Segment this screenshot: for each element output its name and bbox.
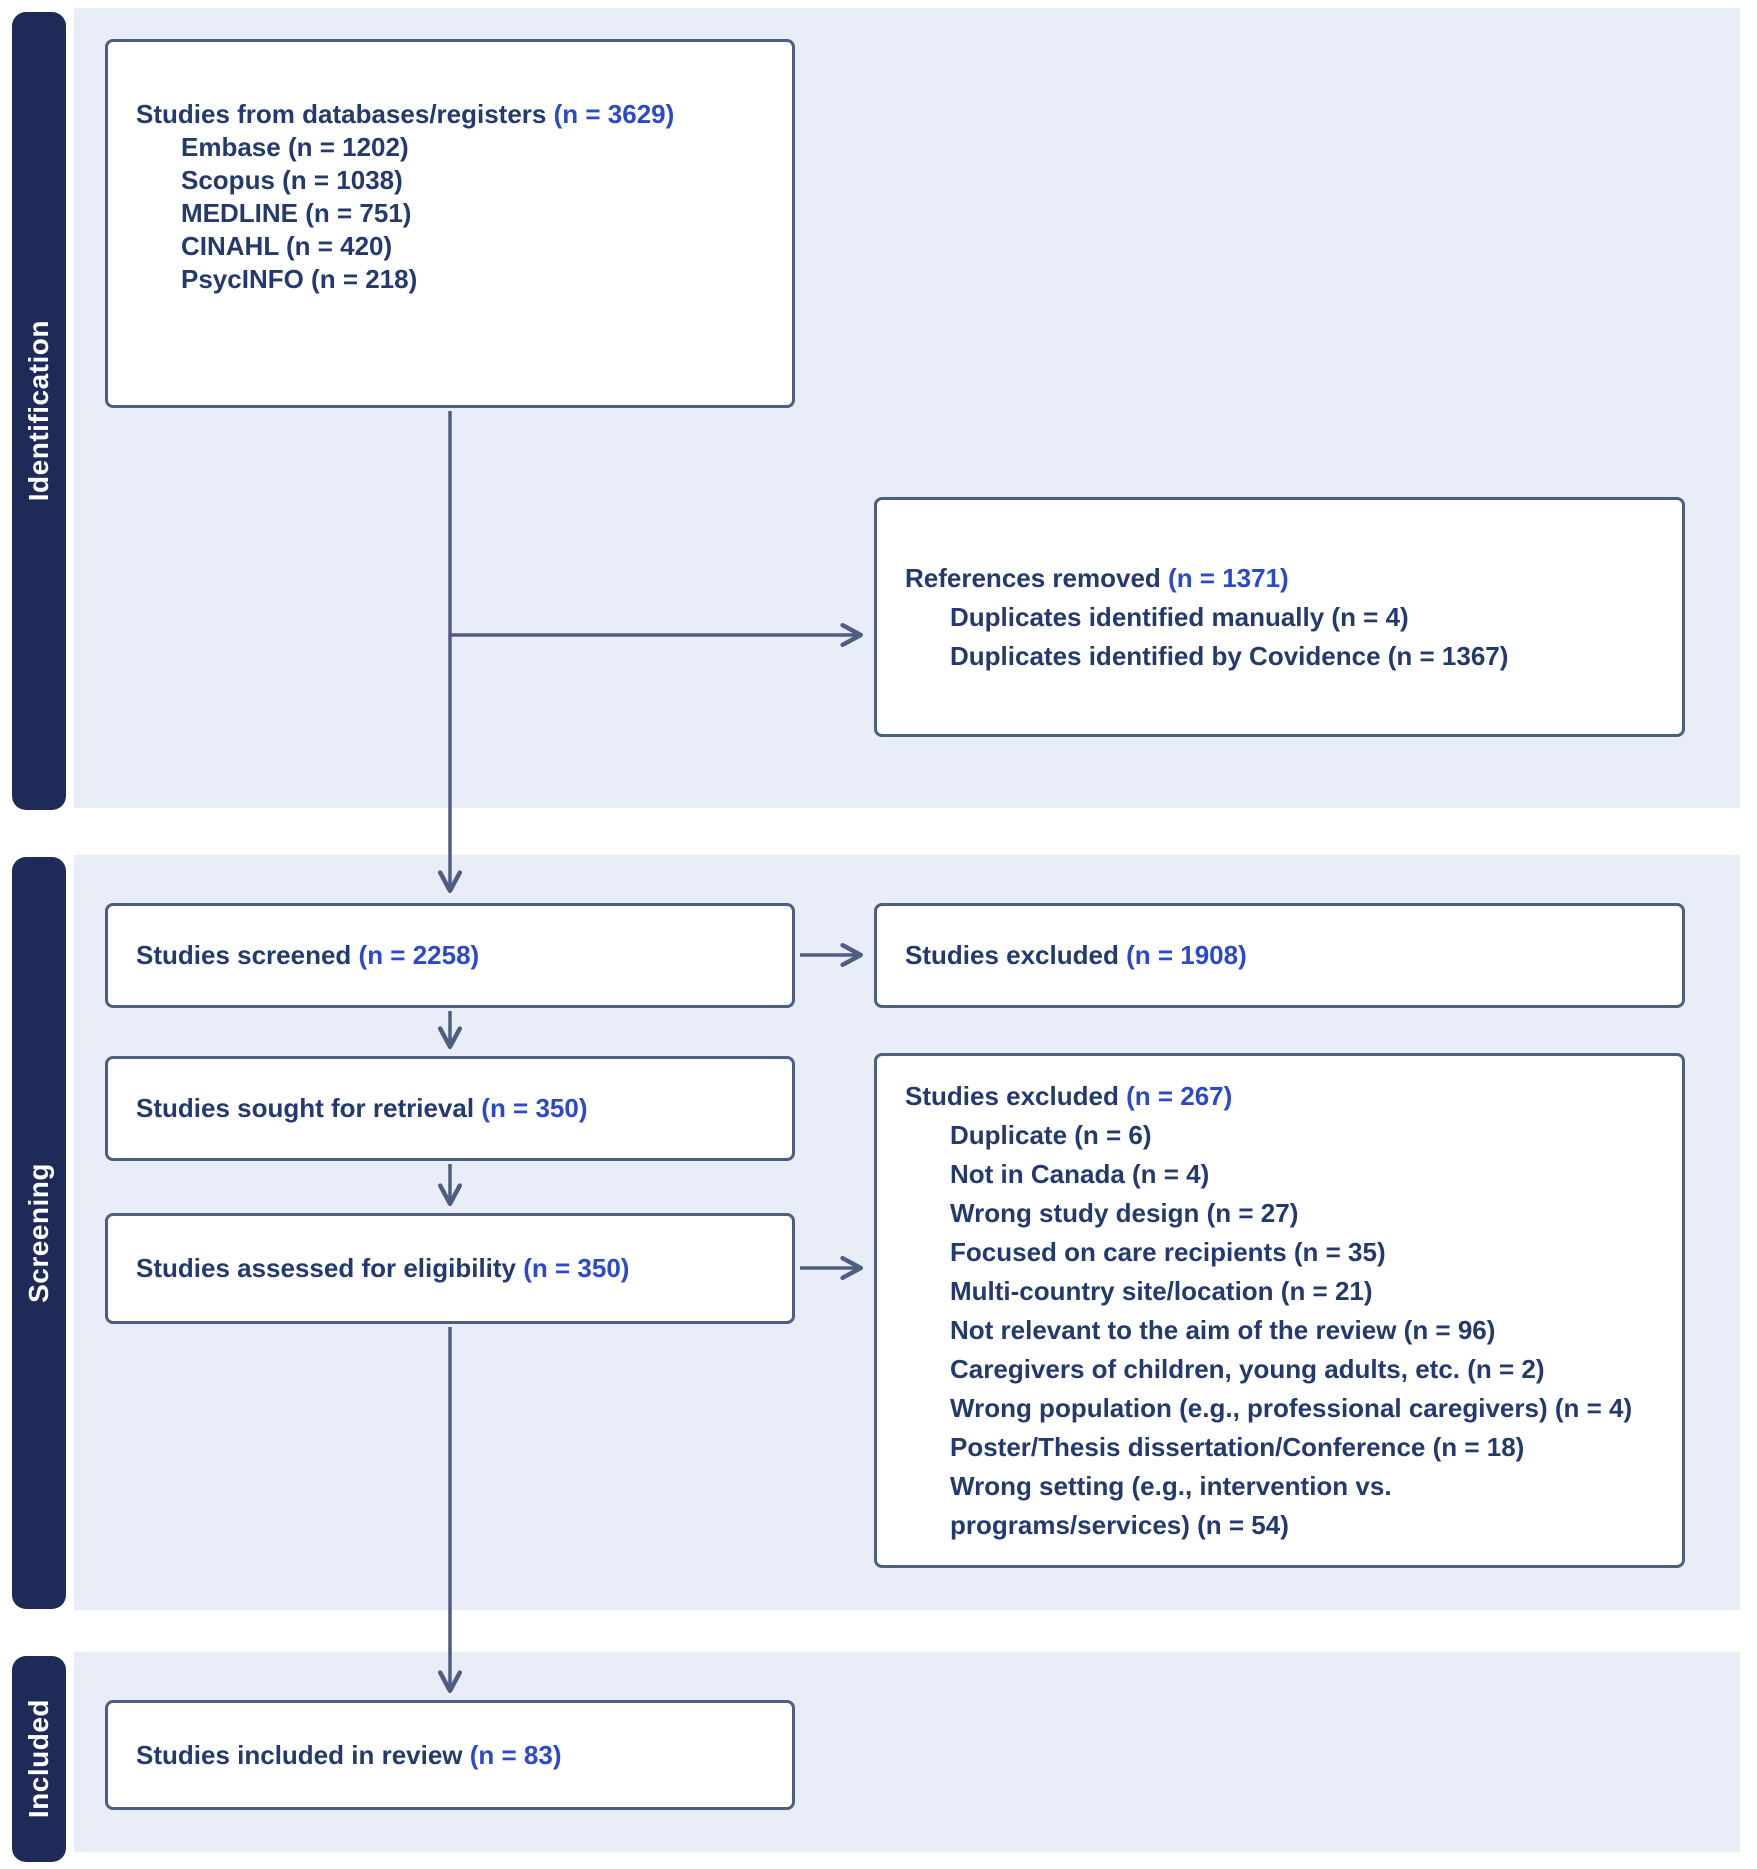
included-phase-label: Included (23, 1699, 54, 1819)
box-item: MEDLINE (n = 751) (181, 198, 412, 228)
title-count: (n = 1371) (1168, 562, 1289, 593)
title-count: (n = 83) (469, 1739, 562, 1770)
box-title (905, 936, 1664, 975)
title-text: Studies screened (136, 940, 359, 970)
title-count: (n = 350) (523, 1253, 630, 1283)
box-item: Poster/Thesis dissertation/Conference (n = 18) (950, 1431, 1525, 1462)
studies-sought-box (105, 1056, 795, 1161)
box-item: Multi-country site/location (n = 21) (950, 1275, 1373, 1306)
box-item: Duplicates identified by Covidence (n = 1367) (950, 640, 1509, 671)
box-item: Embase (n = 1202) (181, 132, 409, 162)
box-item: Focused on care recipients (n = 35) (950, 1236, 1386, 1267)
box-title (136, 1736, 774, 1775)
title-text: References removed (905, 562, 1169, 593)
identification-phase-label: Identification (23, 320, 54, 502)
screening-phase-label: Screening (23, 1163, 54, 1303)
box-item: PsycINFO (n = 218) (181, 264, 418, 294)
box-item: Caregivers of children, young adults, etc. (n = 2) (950, 1353, 1545, 1384)
box-title (136, 98, 774, 131)
title-count: (n = 350) (481, 1093, 588, 1123)
studies-assessed-box (105, 1213, 795, 1324)
box-item: Duplicates identified manually (n = 4) (950, 601, 1409, 632)
title-count: (n = 267) (1126, 1080, 1233, 1111)
box-item: Not relevant to the aim of the review (n = 96) (950, 1314, 1496, 1345)
title-text: Studies from databases/registers (136, 99, 554, 129)
box-item: CINAHL (n = 420) (181, 231, 393, 261)
box-item: Wrong population (e.g., professional caregivers) (n = 4) (950, 1392, 1633, 1423)
box-item: Not in Canada (n = 4) (950, 1158, 1210, 1189)
box-title (905, 559, 1664, 598)
title-text: Studies assessed for eligibility (136, 1253, 524, 1283)
box-item: Scopus (n = 1038) (181, 165, 403, 195)
box-title (136, 1249, 774, 1288)
studies-excluded-screening-box (874, 903, 1685, 1008)
box-item: Wrong study design (n = 27) (950, 1197, 1299, 1228)
title-count: (n = 2258) (358, 940, 480, 970)
studies-excluded-eligibility-box (874, 1053, 1685, 1568)
title-count: (n = 1908) (1126, 940, 1247, 970)
box-item: Wrong setting (e.g., intervention vs. (950, 1470, 1392, 1501)
box-title (136, 936, 774, 975)
studies-screened-box (105, 903, 795, 1008)
studies-included-box (105, 1700, 795, 1810)
title-text: Studies excluded (905, 1080, 1127, 1111)
box-item: Duplicate (n = 6) (950, 1119, 1152, 1150)
box-item: programs/services) (n = 54) (950, 1509, 1289, 1540)
title-text: Studies included in review (136, 1739, 470, 1770)
box-title (136, 1089, 774, 1128)
title-text: Studies excluded (905, 940, 1127, 970)
references-removed-box (874, 497, 1685, 737)
box-title (905, 1077, 1664, 1116)
databases-box (105, 39, 795, 408)
title-count: (n = 3629) (553, 99, 675, 129)
title-text: Studies sought for retrieval (136, 1093, 482, 1123)
